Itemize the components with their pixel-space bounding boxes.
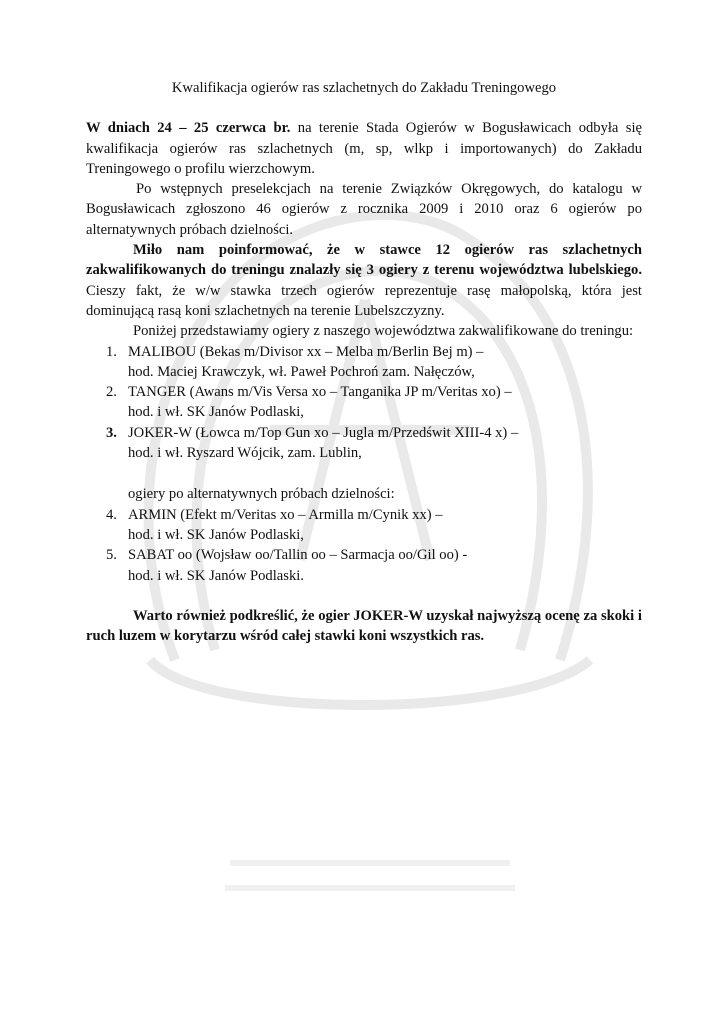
list-item: [86, 505, 642, 546]
paragraph-list-intro: Poniżej przedstawiamy ogiery z naszego województwa zakwalifikowane do treningu:: [133, 323, 634, 340]
alternative-trials-header: ogiery po alternatywnych próbach dzielności:: [128, 486, 395, 503]
stallion-owner: hod. i wł. SK Janów Podlaski,: [128, 526, 304, 543]
announcement-bold: Miło nam poinformować, że w stawce 12 ogierów ras szlachetnych zakwalifikowanych do treningu znalazły się 3 ogiery z terenu województwa lubelskiego.: [86, 242, 642, 279]
list-number: 5.: [106, 547, 117, 564]
list-item: [86, 423, 642, 464]
stallion-pedigree: SABAT oo (Wojsław oo/Tallin oo – Sarmacja oo/Gil oo) -: [128, 547, 468, 564]
intro-date: W dniach 24 – 25 czerwca br.: [86, 120, 291, 137]
paragraph-intro: [86, 118, 642, 179]
document-body: [86, 78, 642, 646]
list-item: [86, 545, 642, 586]
stallion-owner: hod. i wł. SK Janów Podlaski,: [128, 404, 304, 421]
stallion-owner: hod. i wł. Ryszard Wójcik, zam. Lublin,: [128, 445, 362, 462]
list-number: 3.: [106, 424, 117, 441]
stallion-list: [86, 342, 642, 464]
list-number: 1.: [106, 343, 117, 360]
list-item: [86, 342, 642, 383]
stallion-owner: hod. Maciej Krawczyk, wł. Paweł Pochroń zam. Nałęczów,: [128, 363, 475, 380]
stallion-pedigree: JOKER-W (Łowca m/Top Gun xo – Jugla m/Przedświt XIII-4 x) –: [128, 424, 519, 441]
stallion-pedigree: MALIBOU (Bekas m/Divisor xx – Melba m/Berlin Bej m) –: [128, 343, 484, 360]
list-number: 2.: [106, 384, 117, 401]
list-number: 4.: [106, 506, 117, 523]
paragraph-preselection: Po wstępnych preselekcjach na terenie Związków Okręgowych, do katalogu w Bogusławicach zgłoszono 46 ogierów z rocznika 2009 i 2010 oraz 6 ogierów po alternatywnych próbach dzielności.: [86, 181, 642, 238]
intro-text: na terenie Stada Ogierów w Bogusławicach odbyła się kwalifikacja ogierów ras szlachetnych (m, sp, wlkp i importowanych) do Zakładu Treningowego o profilu wierzchowym.: [86, 120, 642, 177]
list-item: [86, 382, 642, 423]
paragraph-announcement: [86, 240, 642, 321]
stallion-pedigree: TANGER (Awans m/Vis Versa xo – Tanganika JP m/Veritas xo) –: [128, 384, 512, 401]
paragraph-closing: [86, 606, 642, 647]
closing-bold: Warto również podkreślić, że ogier JOKER-W uzyskał najwyższą ocenę za skoki i ruch luzem w korytarzu wśród całej stawki koni wszystkich ras.: [86, 607, 642, 645]
announcement-text: Cieszy fakt, że w/w stawka trzech ogierów reprezentuje rasę małopolską, która jest dominującą rasą koni szlachetnych na terenie Lubelszczyzny.: [86, 282, 642, 319]
document-title: Kwalifikacja ogierów ras szlachetnych do Zakładu Treningowego: [171, 80, 557, 96]
stallion-list-alternative: [86, 505, 642, 586]
stallion-owner: hod. i wł. SK Janów Podlaski.: [128, 567, 304, 584]
stallion-pedigree: ARMIN (Efekt m/Veritas xo – Armilla m/Cynik xx) –: [128, 506, 443, 523]
